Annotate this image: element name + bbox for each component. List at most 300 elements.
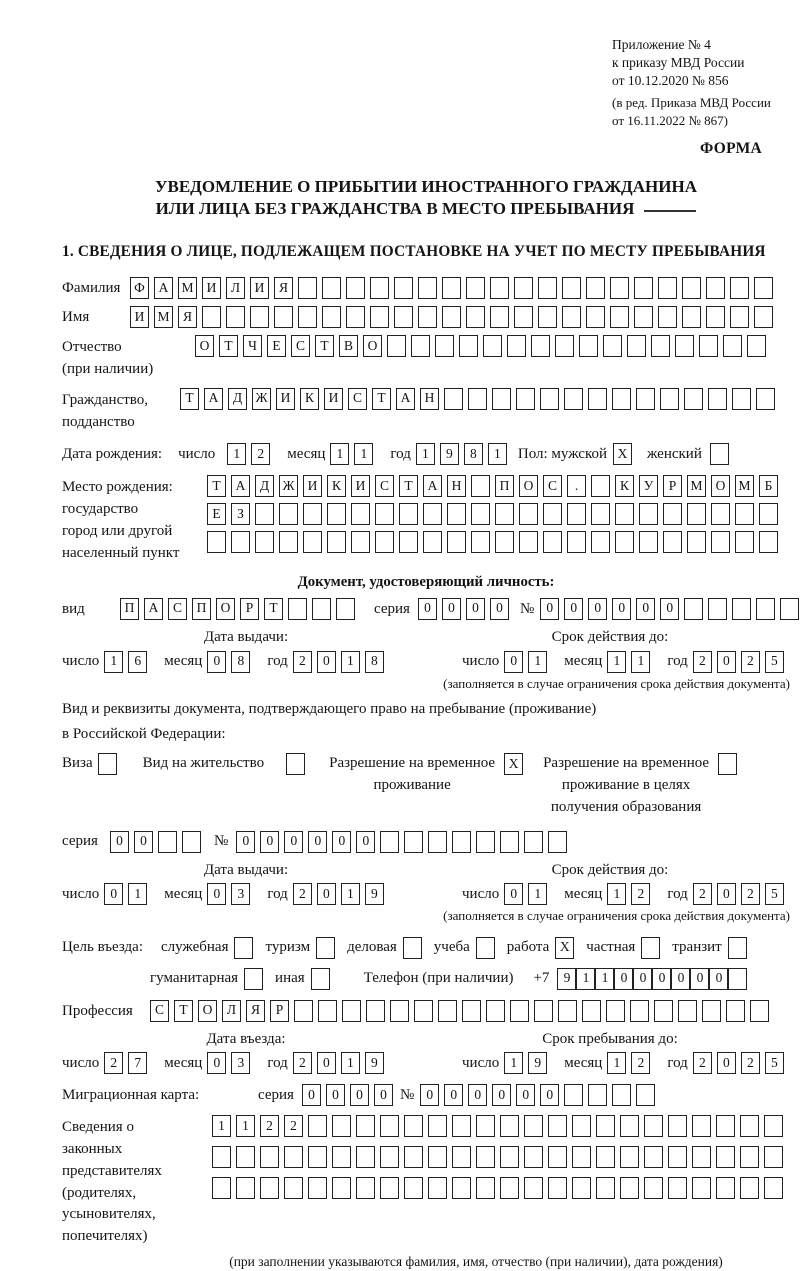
char-cell [444, 388, 463, 410]
char-cell [428, 1146, 447, 1168]
birth-place-label-line: Место рождения: [62, 479, 173, 496]
char-cell: М [687, 475, 706, 497]
char-cell: 1 [607, 651, 626, 673]
birth-year-cells [416, 443, 512, 465]
citizenship-cells [180, 388, 780, 410]
char-cell: 1 [504, 1052, 523, 1074]
char-cell: 0 [504, 883, 523, 905]
purpose-label: учеба [433, 939, 470, 956]
form-title-line1: УВЕДОМЛЕНИЕ О ПРИБЫТИИ ИНОСТРАННОГО ГРАЖДАНИНА [155, 177, 697, 197]
char-cell [591, 475, 610, 497]
birth-place-label-line: населенный пункт [62, 544, 180, 561]
char-cell: Д [228, 388, 247, 410]
char-cell [764, 1177, 783, 1199]
day-label: число [462, 653, 500, 670]
char-cell: 1 [576, 968, 595, 990]
char-cell [610, 277, 629, 299]
char-cell [476, 1115, 495, 1137]
purpose-official-checkbox [234, 937, 253, 959]
citizenship-label [62, 388, 180, 434]
doc-kind-label: вид [62, 600, 85, 617]
char-cell [346, 306, 365, 328]
residence-validity-year-cells [693, 883, 789, 905]
char-cell [708, 598, 727, 620]
representatives-label-line: (родителях, [62, 1184, 137, 1201]
char-cell [380, 1177, 399, 1199]
char-cell [495, 503, 514, 525]
char-cell [603, 335, 622, 357]
representatives-note: (при заполнении указываются фамилия, имя, отчество (при наличии), дата рождения) [229, 1253, 723, 1269]
char-cell [582, 1000, 601, 1022]
char-cell [596, 1177, 615, 1199]
char-cell [260, 1177, 279, 1199]
char-cell [687, 531, 706, 553]
month-label: месяц [564, 886, 603, 903]
issue-month-cells [207, 651, 255, 673]
char-cell [423, 503, 442, 525]
char-cell [548, 831, 567, 853]
purpose-label: частная [586, 939, 636, 956]
char-cell: Д [255, 475, 274, 497]
char-cell [466, 306, 485, 328]
char-cell: 0 [717, 1052, 736, 1074]
char-cell: 2 [260, 1115, 279, 1137]
char-cell [711, 531, 730, 553]
visit-purpose-label: Цель въезда: [62, 939, 143, 956]
char-cell [684, 388, 703, 410]
char-cell: 0 [442, 598, 461, 620]
char-cell [636, 1084, 655, 1106]
char-cell: Ф [130, 277, 149, 299]
char-cell [606, 1000, 625, 1022]
char-cell: 2 [104, 1052, 123, 1074]
char-cell: 0 [236, 831, 255, 853]
char-cell [658, 306, 677, 328]
char-cell [346, 277, 365, 299]
appendix-line: от 10.12.2020 № 856 [612, 72, 729, 88]
char-cell [660, 388, 679, 410]
day-label: число [462, 886, 500, 903]
char-cell [586, 277, 605, 299]
char-cell: 0 [110, 831, 129, 853]
day-label: число [62, 886, 100, 903]
char-cell [567, 503, 586, 525]
option-temp-residence-education [543, 753, 737, 818]
stay-day-cells [504, 1052, 552, 1074]
char-cell [212, 1146, 231, 1168]
month-label: месяц [564, 1055, 603, 1072]
char-cell [627, 335, 646, 357]
char-cell [634, 277, 653, 299]
char-cell: 1 [128, 883, 147, 905]
char-cell [716, 1115, 735, 1137]
char-cell: 0 [308, 831, 327, 853]
birth-place-label-line: государство [62, 501, 139, 518]
phone-label: Телефон (при наличии) [363, 970, 514, 987]
char-cell [447, 503, 466, 525]
char-cell: С [543, 475, 562, 497]
char-cell: А [423, 475, 442, 497]
char-cell [564, 1084, 583, 1106]
purpose-private-checkbox [641, 937, 660, 959]
char-cell: 0 [468, 1084, 487, 1106]
char-cell [471, 531, 490, 553]
char-cell: И [202, 277, 221, 299]
purpose-study-checkbox [476, 937, 495, 959]
patronymic-label-line1: Отчество [62, 339, 122, 356]
char-cell: Т [180, 388, 199, 410]
month-label: месяц [287, 446, 326, 463]
char-cell [558, 1000, 577, 1022]
char-cell [524, 1115, 543, 1137]
char-cell: И [250, 277, 269, 299]
char-cell [390, 1000, 409, 1022]
char-cell [572, 1115, 591, 1137]
year-label: год [267, 1055, 288, 1072]
char-cell [644, 1115, 663, 1137]
year-label: год [667, 886, 688, 903]
char-cell: Т [372, 388, 391, 410]
char-cell [562, 277, 581, 299]
char-cell: Ж [279, 475, 298, 497]
month-label: месяц [564, 653, 603, 670]
profession-cells [150, 1000, 774, 1022]
char-cell: Ж [252, 388, 271, 410]
year-label: год [390, 446, 411, 463]
purpose-transit-checkbox [728, 937, 747, 959]
char-cell [250, 306, 269, 328]
char-cell: 1 [488, 443, 507, 465]
char-cell [351, 503, 370, 525]
char-cell: А [154, 277, 173, 299]
appendix-block [612, 36, 790, 129]
char-cell [492, 388, 511, 410]
migration-series-cells [302, 1084, 398, 1106]
month-label: месяц [164, 653, 203, 670]
char-cell: 0 [466, 598, 485, 620]
char-cell [202, 306, 221, 328]
char-cell [236, 1146, 255, 1168]
char-cell [380, 1115, 399, 1137]
residence-series-cells [110, 831, 206, 853]
char-cell [507, 335, 526, 357]
phone-cells [557, 968, 747, 990]
form-title [62, 176, 790, 220]
char-cell: 2 [741, 1052, 760, 1074]
char-cell [207, 531, 226, 553]
char-cell: 0 [104, 883, 123, 905]
char-cell [692, 1177, 711, 1199]
entry-dates [62, 1030, 790, 1075]
char-cell: Т [264, 598, 283, 620]
char-cell [318, 1000, 337, 1022]
char-cell: А [396, 388, 415, 410]
char-cell [158, 831, 177, 853]
char-cell: 5 [765, 883, 784, 905]
residence-validity-month-cells [607, 883, 655, 905]
option-visa-label: Виза [62, 755, 93, 772]
visit-purpose-row1 [62, 937, 790, 959]
char-cell [639, 503, 658, 525]
char-cell [620, 1146, 639, 1168]
char-cell [212, 1177, 231, 1199]
char-cell [644, 1177, 663, 1199]
char-cell: 1 [236, 1115, 255, 1137]
char-cell [567, 531, 586, 553]
char-cell [351, 531, 370, 553]
form-title-line2 [62, 198, 790, 220]
char-cell [750, 1000, 769, 1022]
residence-issue-day-cells [104, 883, 152, 905]
char-cell [730, 306, 749, 328]
char-cell [732, 388, 751, 410]
char-cell: 2 [293, 651, 312, 673]
char-cell: С [168, 598, 187, 620]
option-temp-residence-checkbox: X [504, 753, 523, 775]
option-line: Разрешение на временное [329, 755, 496, 772]
number-label: № [214, 833, 229, 850]
char-cell [726, 1000, 745, 1022]
char-cell [294, 1000, 313, 1022]
char-cell [298, 306, 317, 328]
option-line: проживание [373, 777, 451, 794]
char-cell: 1 [528, 883, 547, 905]
char-cell [740, 1146, 759, 1168]
char-cell: 2 [693, 1052, 712, 1074]
purpose-tourism-checkbox [316, 937, 335, 959]
char-cell [490, 277, 509, 299]
option-temp-residence-label [329, 753, 495, 797]
char-cell: 3 [231, 1052, 250, 1074]
char-cell: 2 [741, 651, 760, 673]
char-cell [476, 1177, 495, 1199]
year-label: год [267, 653, 288, 670]
sex-male-label: Пол: мужской [517, 446, 608, 463]
char-cell [699, 335, 718, 357]
char-cell [500, 1177, 519, 1199]
form-title-line2-text: ИЛИ ЛИЦА БЕЗ ГРАЖДАНСТВА В МЕСТО ПРЕБЫВАНИЯ [155, 199, 635, 219]
char-cell [728, 968, 747, 990]
char-cell [588, 388, 607, 410]
char-cell [663, 531, 682, 553]
issue-day-cells [104, 651, 152, 673]
char-cell: 0 [317, 1052, 336, 1074]
char-cell [327, 531, 346, 553]
char-cell [399, 503, 418, 525]
option-temp-residence [329, 753, 523, 797]
char-cell: 0 [614, 968, 633, 990]
char-cell [418, 277, 437, 299]
appendix-line: Приложение № 4 [612, 37, 711, 52]
validity-year-cells [693, 651, 789, 673]
char-cell [692, 1115, 711, 1137]
char-cell: В [339, 335, 358, 357]
char-cell: З [231, 503, 250, 525]
identity-doc-dates [62, 628, 790, 692]
issue-year-cells [293, 651, 389, 673]
given-name-label: Имя [62, 309, 90, 326]
char-cell: 0 [633, 968, 652, 990]
char-cell [548, 1177, 567, 1199]
doc-series-cells [418, 598, 514, 620]
doc-number-cells [540, 598, 804, 620]
char-cell: 1 [104, 651, 123, 673]
char-cell [675, 335, 694, 357]
char-cell [682, 277, 701, 299]
char-cell: Б [759, 475, 778, 497]
char-cell: 0 [717, 883, 736, 905]
migration-card-row [62, 1084, 790, 1106]
representatives-cells-row2 [212, 1146, 788, 1168]
char-cell: 1 [227, 443, 246, 465]
char-cell [476, 1146, 495, 1168]
number-label: № [399, 1087, 415, 1104]
validity-date-heading: Срок действия до: [551, 861, 669, 878]
char-cell [564, 388, 583, 410]
char-cell [332, 1115, 351, 1137]
char-cell [636, 388, 655, 410]
char-cell: 0 [709, 968, 728, 990]
patronymic-label-line2: (при наличии) [62, 361, 154, 378]
char-cell [591, 503, 610, 525]
char-cell [370, 277, 389, 299]
representatives-label-line: попечителях) [62, 1228, 148, 1245]
char-cell [684, 598, 703, 620]
char-cell [279, 531, 298, 553]
char-cell [692, 1146, 711, 1168]
char-cell: 2 [693, 883, 712, 905]
validity-note: (заполняется в случае ограничения срока действия документа) [443, 908, 790, 924]
char-cell [538, 306, 557, 328]
char-cell: Р [663, 475, 682, 497]
char-cell [442, 277, 461, 299]
char-cell: 0 [134, 831, 153, 853]
char-cell: 1 [341, 1052, 360, 1074]
char-cell [732, 598, 751, 620]
char-cell: 0 [260, 831, 279, 853]
series-label: серия [62, 833, 98, 850]
char-cell: 0 [490, 598, 509, 620]
citizenship-label-line2: подданство [62, 413, 135, 430]
purpose-label: туризм [265, 939, 311, 956]
char-cell [322, 306, 341, 328]
char-cell [612, 388, 631, 410]
char-cell [442, 306, 461, 328]
char-cell [588, 1084, 607, 1106]
char-cell [226, 306, 245, 328]
char-cell: У [639, 475, 658, 497]
option-line: получения образования [550, 798, 702, 815]
year-label: год [667, 1055, 688, 1072]
birth-place-row [62, 475, 790, 564]
char-cell: 0 [420, 1084, 439, 1106]
char-cell [375, 531, 394, 553]
option-residence-permit [143, 753, 305, 775]
visit-purpose-row2 [62, 968, 790, 990]
representatives-label [62, 1115, 212, 1248]
char-cell [615, 503, 634, 525]
profession-row [62, 1000, 790, 1022]
char-cell [231, 531, 250, 553]
char-cell [404, 1177, 423, 1199]
char-cell: 0 [350, 1084, 369, 1106]
char-cell [255, 531, 274, 553]
char-cell: 8 [464, 443, 483, 465]
char-cell [274, 306, 293, 328]
char-cell: 0 [564, 598, 583, 620]
char-cell [548, 1146, 567, 1168]
entry-month-cells [207, 1052, 255, 1074]
migration-number-cells [420, 1084, 660, 1106]
purpose-label: гуманитарная [150, 970, 239, 987]
char-cell: С [375, 475, 394, 497]
option-visa-checkbox [98, 753, 117, 775]
char-cell [555, 335, 574, 357]
stay-until-heading: Срок пребывания до: [542, 1030, 678, 1047]
char-cell [380, 1146, 399, 1168]
char-cell [471, 475, 490, 497]
char-cell: А [204, 388, 223, 410]
representatives-label-line: представителях [62, 1162, 162, 1179]
char-cell [366, 1000, 385, 1022]
profession-label: Профессия [62, 1002, 133, 1019]
char-cell [404, 831, 423, 853]
char-cell: 0 [207, 1052, 226, 1074]
char-cell [682, 306, 701, 328]
char-cell [534, 1000, 553, 1022]
day-label: число [62, 653, 100, 670]
char-cell [654, 1000, 673, 1022]
char-cell [399, 531, 418, 553]
char-cell [612, 1084, 631, 1106]
char-cell [236, 1177, 255, 1199]
char-cell [735, 503, 754, 525]
day-label: число [178, 446, 216, 463]
char-cell [747, 335, 766, 357]
char-cell [471, 503, 490, 525]
char-cell [524, 1177, 543, 1199]
purpose-label: работа [506, 939, 550, 956]
issue-date-heading: Дата выдачи: [203, 861, 289, 878]
purpose-other-checkbox [311, 968, 330, 990]
char-cell: 0 [540, 1084, 559, 1106]
char-cell: К [300, 388, 319, 410]
char-cell [620, 1115, 639, 1137]
char-cell: Т [399, 475, 418, 497]
number-label: № [519, 600, 535, 617]
char-cell: 2 [631, 1052, 650, 1074]
char-cell: 1 [528, 651, 547, 673]
char-cell [615, 531, 634, 553]
char-cell: 3 [231, 883, 250, 905]
residence-issue-month-cells [207, 883, 255, 905]
char-cell [644, 1146, 663, 1168]
char-cell [531, 335, 550, 357]
char-cell [342, 1000, 361, 1022]
char-cell: М [154, 306, 173, 328]
char-cell: А [144, 598, 163, 620]
char-cell: Т [174, 1000, 193, 1022]
char-cell [754, 277, 773, 299]
char-cell [639, 531, 658, 553]
char-cell: И [130, 306, 149, 328]
option-visa [62, 753, 117, 775]
char-cell: 8 [365, 651, 384, 673]
char-cell: К [615, 475, 634, 497]
given-name-cells [130, 306, 778, 328]
char-cell [702, 1000, 721, 1022]
char-cell: 9 [528, 1052, 547, 1074]
